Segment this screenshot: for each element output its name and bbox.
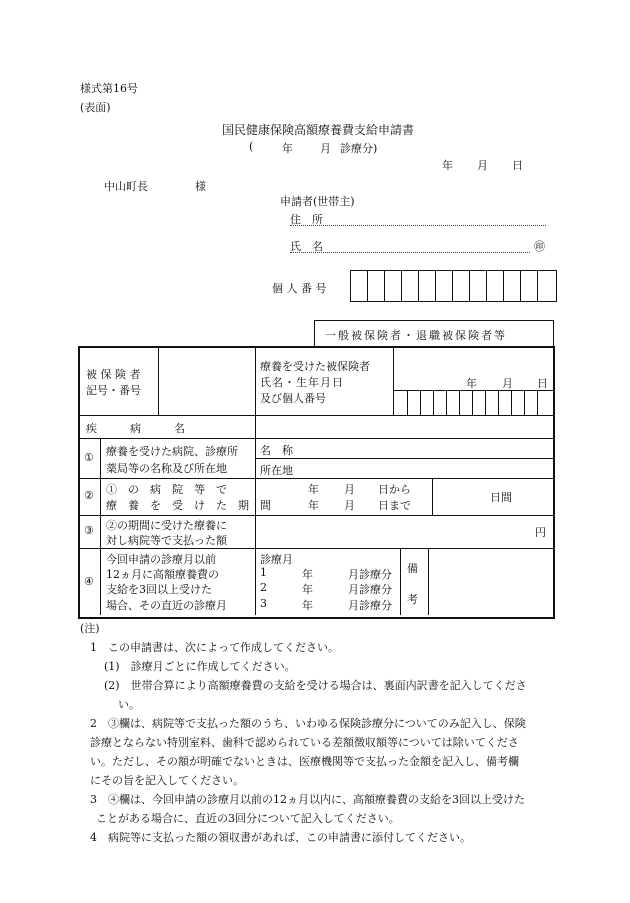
insured-symbol-label-1: 被 保 険 者 [86, 368, 141, 381]
note-2-cont-3: にその旨を記入してください。 [90, 774, 244, 787]
row3-label-1: ②の期間に受けた療養に [106, 519, 227, 532]
individual-number-field[interactable] [350, 270, 557, 302]
row4-number: ④ [84, 575, 94, 588]
row2-to-month: 月 [344, 499, 355, 512]
row1-label-2: 薬局等の名称及び所在地 [106, 462, 227, 475]
note-1a: (1) 診療月ごとに作成してください。 [104, 660, 296, 673]
disease-label: 疾 病 名 [86, 422, 185, 435]
period-label: 診療分) [340, 142, 378, 155]
row2-label-2: 療 養 を 受 け た 期 間 [106, 499, 271, 512]
note-1b: (2) 世帯合算により高額療養費の支給を受ける場合は、裏面内訳書を記入してくださ [104, 679, 527, 692]
row2-from-month: 月 [344, 483, 355, 496]
insured-symbol-field[interactable] [160, 349, 254, 414]
row2-from-day: 日から [378, 483, 411, 496]
address-label: 住 所 [290, 213, 323, 226]
row4-label-2: 12ヵ月に高額療養費の [106, 568, 219, 581]
row2-label-1: ① の 病 院 等 で [106, 483, 227, 496]
row4-label-3: 支給を3回以上受けた [106, 583, 212, 596]
patient-label-1: 療養を受けた被保険者 [260, 360, 370, 373]
note-2: 2 ③欄は、病院等で支払った額のうち、いわゆる保険診療分についてのみ記入し、保険 [90, 717, 526, 730]
row4-item-3-month: 月診療分 [348, 599, 392, 612]
birth-day: 日 [537, 377, 548, 390]
row2-days: 日間 [490, 491, 512, 504]
page-title: 国民健康保険高額療養費支給申請書 [222, 123, 415, 137]
patient-label-2: 氏名・生年月日 [260, 376, 344, 389]
note-3-cont: ことがある場合に、直近の3回分について記入してください。 [96, 812, 400, 825]
row4-label-1: 今回申請の診療月以前 [106, 553, 216, 566]
row4-item-3-year: 年 [302, 599, 313, 612]
applicant-heading: 申請者(世帯主) [280, 195, 355, 208]
address-field[interactable] [290, 225, 546, 226]
row3-amount-field[interactable] [257, 516, 527, 547]
birth-year: 年 [466, 377, 477, 390]
remarks-label-1: 備 [407, 562, 418, 575]
note-2-cont-2: い。ただし、その額が明確でないときは、医療機関等で支払った金額を記入し、備考欄 [90, 755, 519, 768]
row1-number: ① [84, 451, 94, 464]
row3-yen: 円 [535, 526, 546, 539]
period-open: ( [249, 140, 254, 153]
birth-month: 月 [502, 377, 513, 390]
row2-from-year: 年 [308, 483, 319, 496]
date-month: 月 [477, 159, 488, 172]
name-field[interactable] [290, 252, 530, 253]
patient-name-field[interactable] [395, 349, 551, 389]
row1-location-label: 所在地 [260, 464, 293, 477]
form-number: 様式第16号 [80, 82, 138, 95]
date-day: 日 [512, 159, 523, 172]
addressee-name: 中山町長 [104, 180, 148, 193]
category-header: 一般被保険者・退職被保険者等 [325, 329, 507, 342]
row2-number: ② [84, 489, 94, 502]
row4-label-4: 場合、その直近の診療月 [106, 599, 227, 612]
remarks-label-2: 考 [407, 593, 418, 606]
note-2-cont-1: 診療とならない特別室料、歯科で認められている差額徴収額等については除いてくださ [90, 736, 519, 749]
period-year: 年 [282, 142, 293, 155]
period-month: 月 [320, 142, 331, 155]
note-1b-cont: い。 [118, 698, 140, 711]
date-year: 年 [442, 159, 453, 172]
seal-mark: ㊞ [534, 240, 545, 253]
insured-symbol-label-2: 記号・番号 [86, 384, 141, 397]
row4-item-1-n: 1 [260, 566, 267, 579]
row4-item-3-n: 3 [260, 597, 267, 610]
row2-to-year: 年 [308, 499, 319, 512]
side-label: (表面) [80, 101, 111, 114]
note-3: 3 ④欄は、今回申請の診療月以前の12ヵ月以内に、高額療養費の支給を3回以上受けた [90, 793, 525, 806]
patient-label-3: 及び個人番号 [260, 392, 326, 405]
row1-name-label: 名 称 [260, 444, 293, 457]
row4-item-1-year: 年 [302, 568, 313, 581]
note-1: 1 この申請書は、次によって作成してください。 [90, 641, 339, 654]
row4-item-1-month: 月診療分 [348, 568, 392, 581]
remarks-field[interactable] [430, 549, 551, 614]
row3-number: ③ [84, 524, 94, 537]
disease-field[interactable] [257, 416, 551, 437]
row4-item-2-year: 年 [302, 583, 313, 596]
name-label: 氏 名 [290, 240, 323, 253]
notes-heading: (注) [80, 622, 100, 635]
addressee-honorific: 様 [195, 180, 206, 193]
row4-header: 診療月 [260, 553, 293, 566]
row3-label-2: 対し病院等で支払った額 [106, 534, 227, 547]
note-4: 4 病院等に支払った額の領収書があれば、この申請書に添付してください。 [90, 831, 471, 844]
row2-to-day: 日まで [378, 499, 411, 512]
row4-item-2-n: 2 [260, 581, 267, 594]
row4-item-2-month: 月診療分 [348, 583, 392, 596]
row1-label-1: 療養を受けた病院、診療所 [106, 445, 238, 458]
category-header-box [314, 320, 554, 347]
individual-number-label: 個 人 番 号 [272, 282, 327, 295]
